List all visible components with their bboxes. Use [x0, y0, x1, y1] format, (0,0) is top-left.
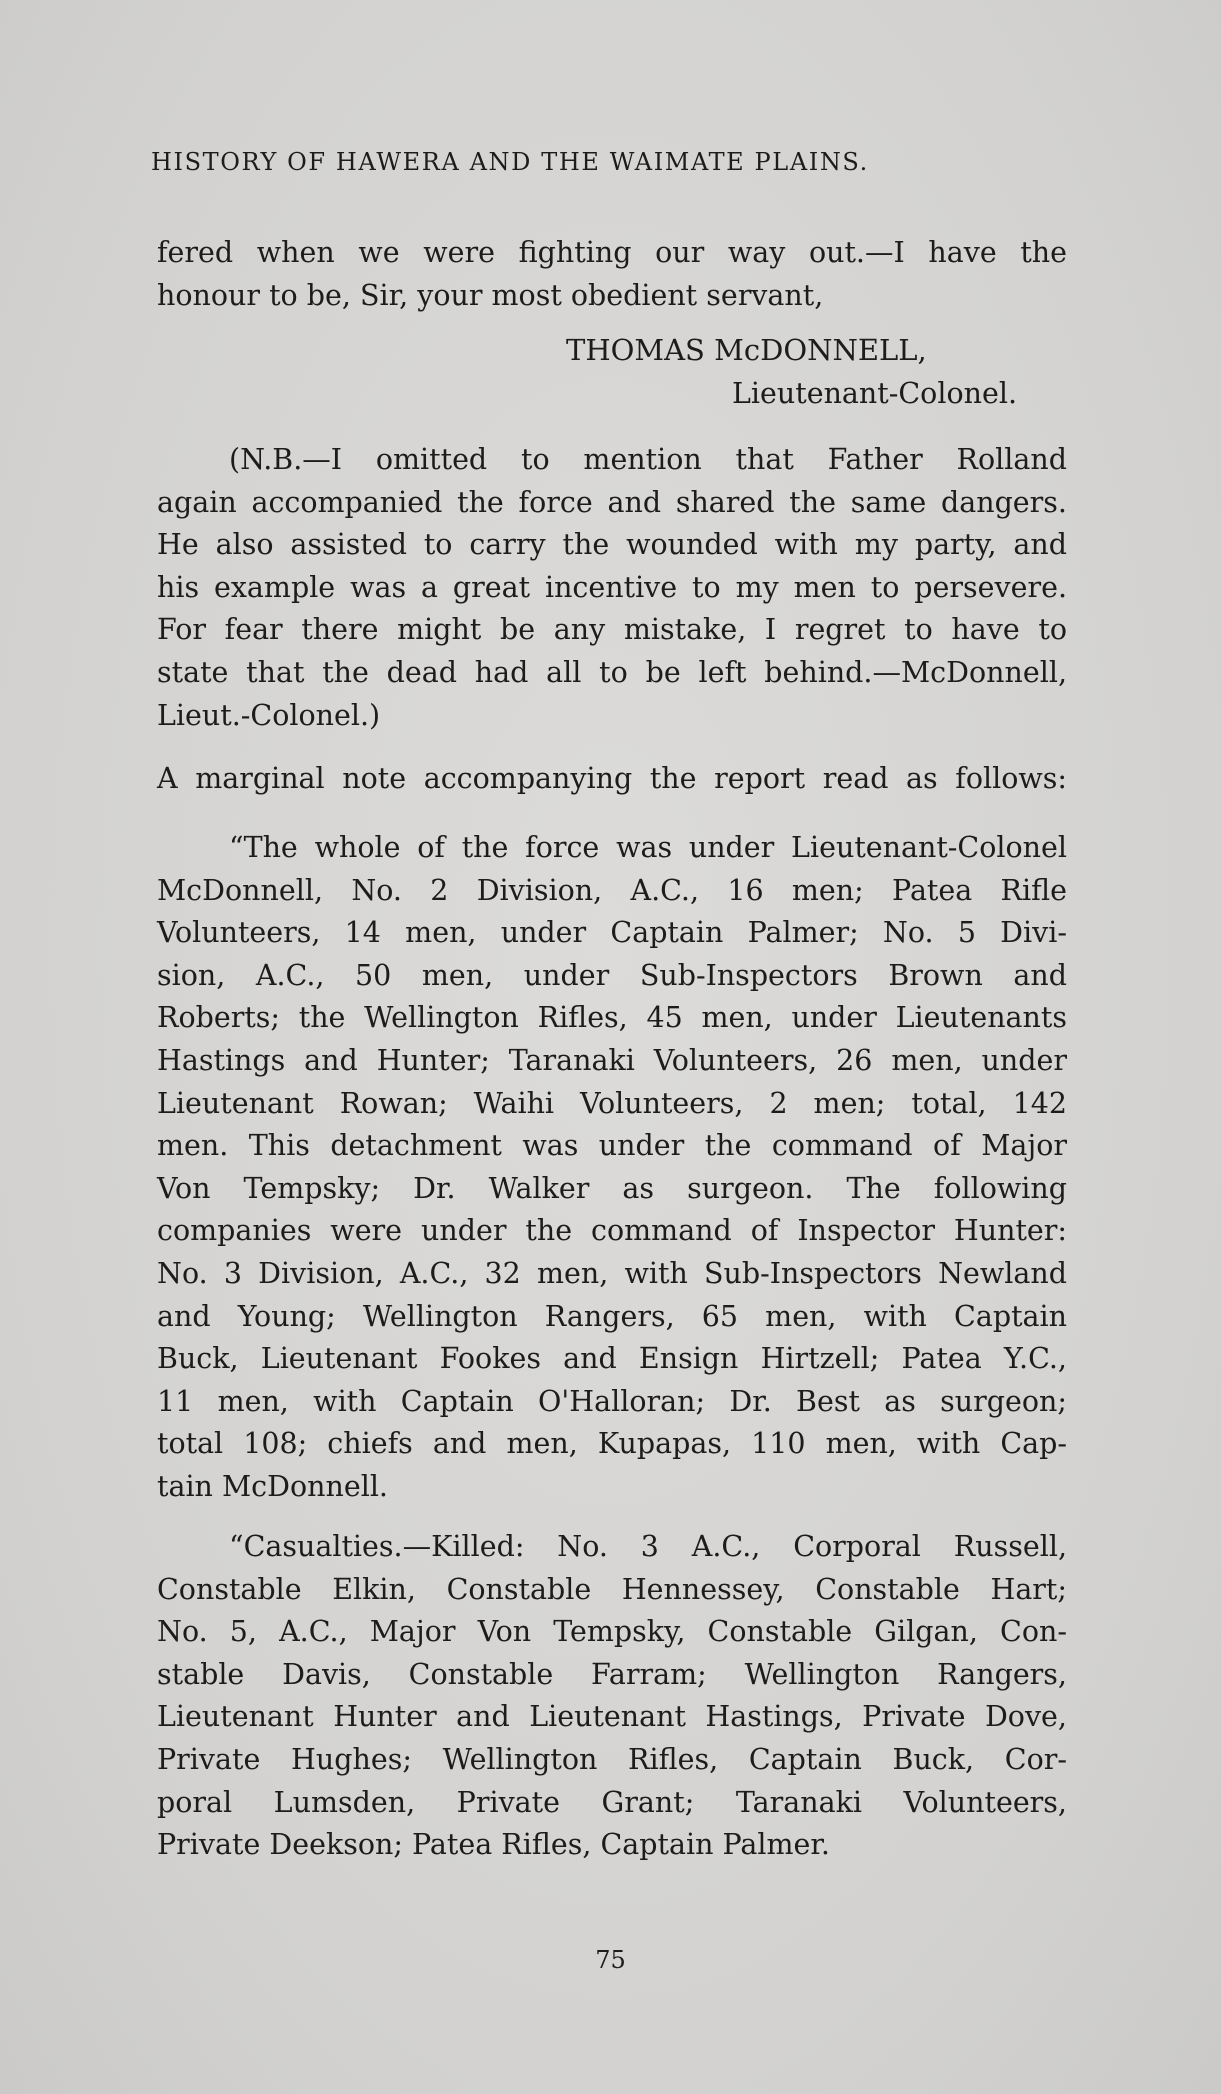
text-line: Private Deekson; Patea Rifles, Captain Palmer. [157, 1828, 830, 1862]
text-line: Buck, Lieutenant Fookes and Ensign Hirtzell; Patea Y.C., [157, 1342, 1067, 1376]
text-line: Lieutenant Rowan; Waihi Volunteers, 2 men; total, 142 [157, 1086, 1067, 1120]
text-line: total 108; chiefs and men, Kupapas, 110 men, with Cap- [157, 1427, 1067, 1461]
continuation-paragraph [157, 232, 1067, 317]
text-line: tain McDonnell. [157, 1469, 388, 1503]
signature-name: THOMAS McDONNELL, [566, 333, 927, 367]
text-line: Hastings and Hunter; Taranaki Volunteers, 26 men, under [157, 1043, 1067, 1077]
text-line: Constable Elkin, Constable Hennessey, Constable Hart; [157, 1572, 1067, 1606]
text-line: poral Lumsden, Private Grant; Taranaki Volunteers, [157, 1785, 1067, 1819]
text-line: Lieut.-Colonel.) [157, 698, 381, 732]
text-line: and Young; Wellington Rangers, 65 men, with Captain [157, 1299, 1067, 1333]
signature-rank: Lieutenant-Colonel. [732, 377, 1017, 410]
text-line: Von Tempsky; Dr. Walker as surgeon. The following [157, 1171, 1067, 1205]
text-line: Roberts; the Wellington Rifles, 45 men, under Lieutenants [157, 1001, 1067, 1035]
page-number: 75 [595, 1946, 626, 1974]
casualties-note-paragraph [157, 1526, 1067, 1867]
text-line: sion, A.C., 50 men, under Sub-Inspectors Brown and [157, 958, 1067, 992]
text-line: again accompanied the force and shared the same dangers. [157, 485, 1067, 519]
text-line: men. This detachment was under the command of Major [157, 1129, 1067, 1163]
text-line: “Casualties.—Killed: No. 3 A.C., Corporal Russell, [229, 1530, 1067, 1563]
text-line: 11 men, with Captain O'Halloran; Dr. Best as surgeon; [157, 1384, 1067, 1418]
text-line: his example was a great incentive to my men to persevere. [157, 570, 1067, 604]
text-line: A marginal note accompanying the report read as follows: [157, 762, 1067, 795]
text-line: For fear there might be any mistake, I regret to have to [157, 613, 1067, 647]
text-line: (N.B.—I omitted to mention that Father Rolland [229, 443, 1067, 476]
text-line: fered when we were fighting our way out.—I have the [157, 236, 1067, 269]
text-line: McDonnell, No. 2 Division, A.C., 16 men; Patea Rifle [157, 873, 1067, 907]
text-line: Volunteers, 14 men, under Captain Palmer; No. 5 Divi- [157, 916, 1067, 950]
text-line: stable Davis, Constable Farram; Wellington Rangers, [157, 1657, 1067, 1691]
text-line: “The whole of the force was under Lieutenant-Colonel [229, 831, 1067, 864]
text-line: Lieutenant Hunter and Lieutenant Hastings, Private Dove, [157, 1700, 1067, 1734]
running-head: HISTORY OF HAWERA AND THE WAIMATE PLAINS. [151, 148, 869, 176]
text-line: No. 5, A.C., Major Von Tempsky, Constable Gilgan, Con- [157, 1615, 1067, 1649]
text-line: No. 3 Division, A.C., 32 men, with Sub-Inspectors Newland [157, 1256, 1067, 1290]
text-line: state that the dead had all to be left behind.—McDonnell, [157, 655, 1067, 689]
force-note-paragraph [157, 827, 1067, 1509]
text-line: companies were under the command of Inspector Hunter: [157, 1214, 1067, 1248]
text-line: Private Hughes; Wellington Rifles, Captain Buck, Cor- [157, 1742, 1067, 1776]
text-line: He also assisted to carry the wounded with my party, and [157, 528, 1067, 562]
text-line: honour to be, Sir, your most obedient servant, [157, 278, 824, 312]
intro-paragraph [157, 758, 1067, 801]
postscript-paragraph [157, 439, 1067, 737]
